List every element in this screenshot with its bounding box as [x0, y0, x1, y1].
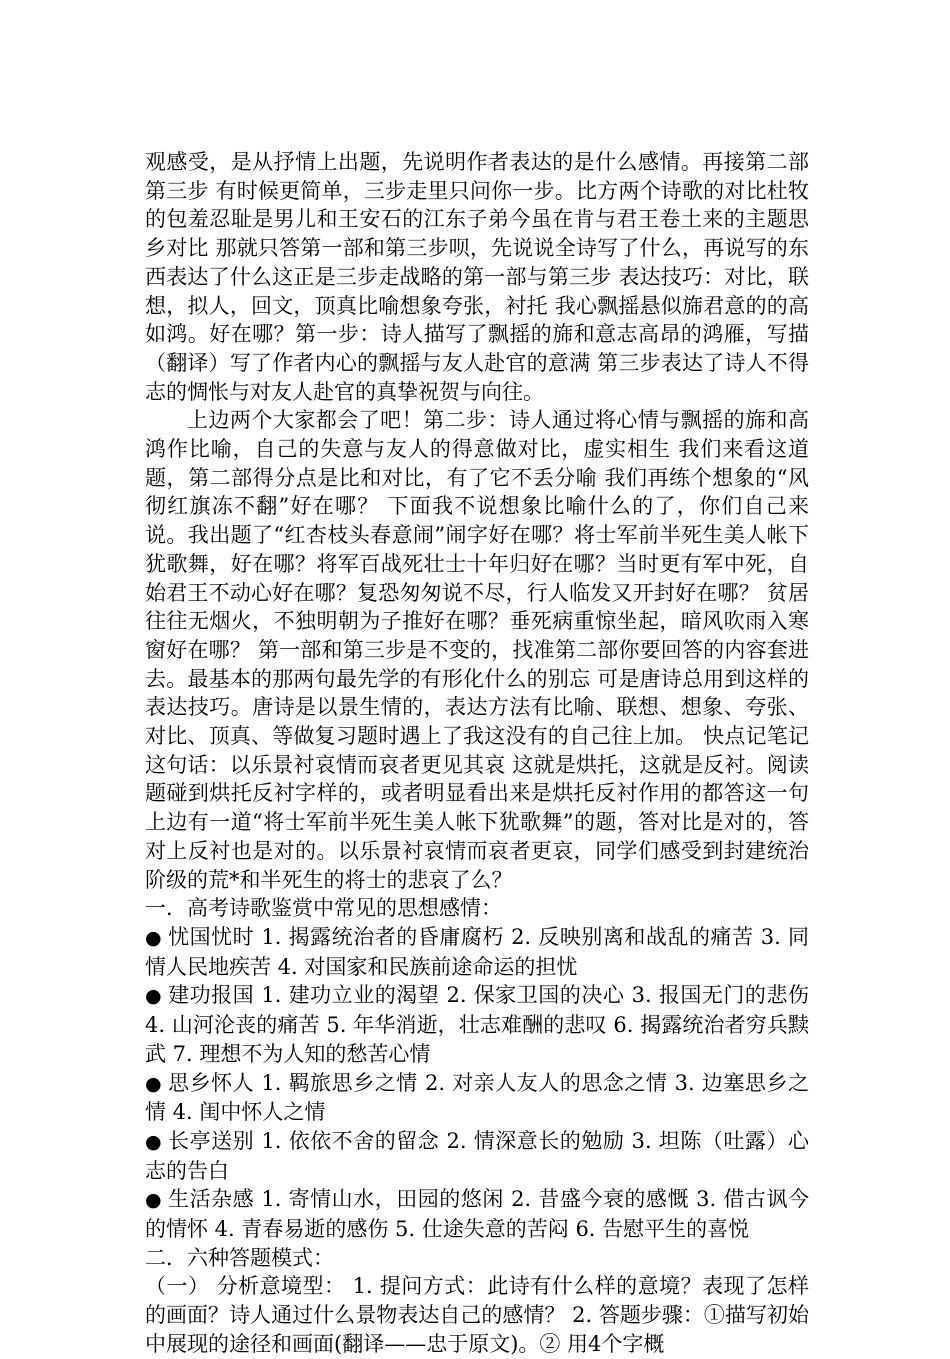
bullet-dot-icon: ● [145, 1189, 163, 1212]
section-heading-answer-modes: 二．六种答题模式： [145, 1245, 334, 1270]
main-paragraph: 上边两个大家都会了吧！第二步：诗人通过将心情与飘摇的旆和高鸿作比喻，自己的失意与友人的得意做对比，虚实相生 我们来看这道题，第二部得分点是比和对比，有了它不丢分喻 我们再练个想象的“风彻红旗冻不翻”好在哪？ 下面我不说想象比喻什么的了，你们自己来说。我出题了“红杏枝头春意闹”闹字好在哪？将士军前半死生美人帐下犹歌舞，好在哪？将军百战死壮士十年归好在哪？当时更有军中死，自始君王不动心好在哪？复恐匆匆说不尽，行人临发又开封好在哪？ 贫居往往无烟火，不独明朝为子推好在哪？垂死病重惊坐起，暗风吹雨入寒窗好在哪？ 第一部和第三步是不变的，找准第二部你要回答的内容套进去。最基本的那两句最先学的有形化什么的别忘 可是唐诗总用到这样的表达技巧。唐诗是以景生情的，表达方法有比喻、联想、想象、夸张、对比、顶真、等做复习题时遇上了我这没有的自己往上加。 快点记笔记这句话：以乐景衬哀情而哀者更见其哀 这就是烘托，这就是反衬。阅读题碰到烘托反衬字样的，或者明显看出来是烘托反衬作用的都答这一句 上边有一道“将士军前半死生美人帐下犹歌舞”的题，答对比是对的，答对上反衬也是对的。以乐景衬哀情而哀者更哀，同学们感受到封建统治阶级的荒*和半死生的将士的悲哀了么？ [145, 408, 809, 892]
bullet-dot-icon: ● [145, 1130, 163, 1153]
bullet-item-serve-country [145, 981, 809, 1068]
bullet-item-life-feelings [145, 1185, 809, 1243]
answer-mode-paragraph: （一） 分析意境型： 1. 提问方式：此诗有什么样的意境？表现了怎样的画面？诗人通过什么景物表达自己的感情？ 2. 答题步骤：①描写初始中展现的途径和画面(翻译——忠于原文)。② 用4个字概 [145, 1274, 809, 1356]
bullet-text: 生活杂感 1. 寄情山水，田园的悠闲 2. 昔盛今衰的感慨 3. 借古讽今的情怀 4. 青春易逝的感伤 5. 仕途失意的苦闷 6. 告慰平生的喜悦 [145, 1187, 809, 1242]
bullet-text: 长亭送别 1. 依依不舍的留念 2. 情深意长的勉励 3. 坦陈（吐露）心志的告白 [145, 1128, 809, 1183]
bullet-item-farewell [145, 1127, 809, 1185]
intro-paragraph: 观感受，是从抒情上出题，先说明作者表达的是什么感情。再接第二部第三步 有时候更简单，三步走里只问你一步。比方两个诗歌的对比杜牧的包羞忍耻是男儿和王安石的江东子弟今虽在肯与君王卷土来的主题思乡对比 那就只答第一部和第三步呗，先说说全诗写了什么，再说写的东西表达了什么这正是三步走战略的第一部与第三步 表达技巧：对比，联想，拟人，回文，顶真比喻想象夸张，衬托 我心飘摇悬似旆君意的的高如鸿。好在哪？第一步：诗人描写了飘摇的旆和意志高昂的鸿雁，写描（翻译）写了作者内心的飘摇与友人赴官的意满 第三步表达了诗人不得志的惆怅与对友人赴官的真挚祝贺与向往。 [145, 150, 809, 404]
bullet-text: 思乡怀人 1. 羁旅思乡之情 2. 对亲人友人的思念之情 3. 边塞思乡之情 4. 闺中怀人之情 [145, 1070, 809, 1125]
bullet-item-homesick [145, 1069, 809, 1127]
bullet-dot-icon: ● [145, 926, 163, 949]
bullet-dot-icon: ● [145, 985, 163, 1008]
section-heading-thoughts: 一．高考诗歌鉴赏中常见的思想感情： [145, 896, 502, 921]
document-page [145, 148, 809, 1359]
bullet-text: 建功报国 1. 建功立业的渴望 2. 保家卫国的决心 3. 报国无门的悲伤 4. 山河沦丧的痛苦 5. 年华消逝，壮志难酬的悲叹 6. 揭露统治者穷兵黩武 7. 理想不为人知的愁苦心情 [145, 983, 809, 1066]
bullet-text: 忧国忧时 1. 揭露统治者的昏庸腐朽 2. 反映别离和战乱的痛苦 3. 同情人民地疾苦 4. 对国家和民族前途命运的担忧 [145, 924, 809, 979]
bullet-dot-icon: ● [145, 1072, 163, 1095]
bullet-item-worry-country [145, 923, 809, 981]
